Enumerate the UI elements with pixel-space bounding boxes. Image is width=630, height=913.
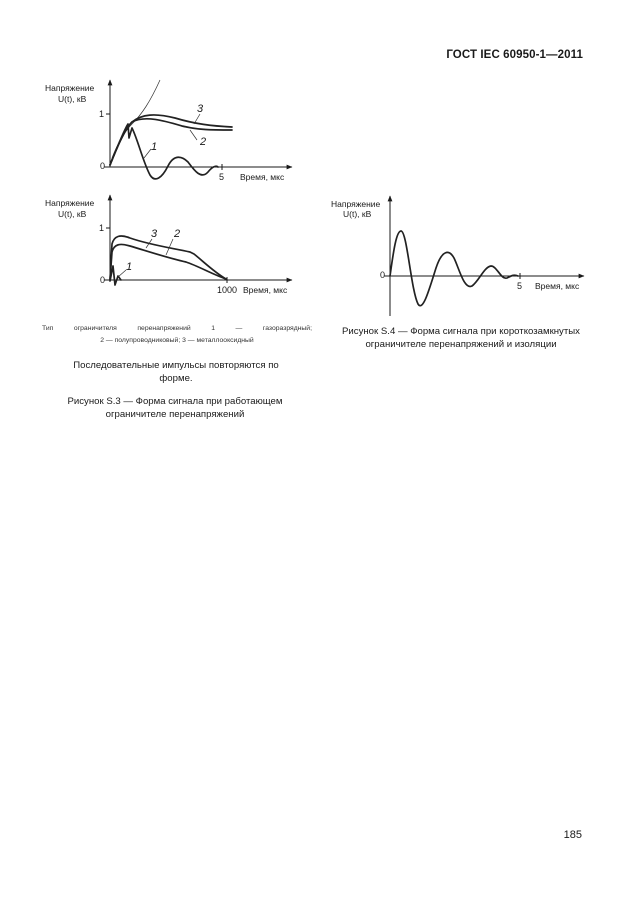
page-number: 185	[563, 829, 582, 841]
s3-legend-line-2: 2 — полупроводниковый; 3 — металлооксидный	[100, 337, 254, 344]
s3-top-curve-2-leader	[190, 130, 197, 140]
s3-top-curve-1-label: 1	[151, 141, 158, 153]
s3-bottom-xlabel: Время, мкс	[243, 285, 288, 295]
chart-s4	[331, 196, 584, 316]
s3-top-xlabel: Время, мкс	[240, 172, 285, 182]
s3-bottom-curve-1-label: 1	[126, 261, 133, 273]
s3-bottom-curve-3-label: 3	[151, 228, 158, 240]
s4-curve	[390, 231, 518, 306]
s3-legend-line-1: Тип ограничителя перенапряжений 1 — газоразрядный;	[42, 325, 312, 332]
s3-top-ylabel-1: Напряжение	[45, 83, 95, 93]
figure-s3-caption: Рисунок S.3 — Форма сигнала при работающем ограничителе перенапряжений	[67, 396, 283, 420]
figure-s4-caption: Рисунок S.4 — Форма сигнала при короткозамкнутых ограничителе перенапряжений и изоляции	[342, 326, 580, 350]
s3-bottom-curve-1-leader	[118, 270, 126, 277]
s3-bottom-y-tick-0-label: 0	[100, 275, 106, 285]
s4-xlabel: Время, мкс	[535, 281, 580, 291]
s3-top-curve-1-leader	[144, 149, 151, 158]
s3-note: Последовательные импульсы повторяются по форме.	[73, 360, 279, 384]
s4-ylabel-2: U(t), кВ	[343, 209, 372, 219]
s3-bottom-curve-2-label: 2	[174, 228, 181, 240]
s4-ylabel-1: Напряжение	[331, 199, 381, 209]
s3-top-ylabel-2: U(t), кВ	[58, 94, 87, 104]
s4-x-tick-5-label: 5	[517, 281, 523, 291]
standard-header: ГОСТ IEC 60950-1—2011	[446, 49, 583, 61]
s3-bottom-ylabel-2: U(t), кВ	[58, 209, 87, 219]
s3-top-curve-2-label: 2	[200, 136, 207, 148]
s3-top-y-tick-0-label: 0	[100, 161, 106, 171]
s3-top-x-tick-5-label: 5	[219, 172, 225, 182]
chart-s3-top	[45, 80, 292, 182]
chart-s3-bottom	[45, 195, 292, 295]
s3-bottom-y-tick-1-label: 1	[99, 223, 105, 233]
s3-top-curve-1	[110, 124, 218, 179]
s3-top-y-tick-1-label: 1	[99, 109, 105, 119]
s3-top-curve-3-label: 3	[197, 103, 204, 115]
s3-bottom-x-tick-1000-label: 1000	[217, 285, 238, 295]
s4-y-tick-0-label: 0	[380, 270, 386, 280]
s3-legend	[42, 323, 312, 347]
s3-bottom-ylabel-1: Напряжение	[45, 198, 95, 208]
